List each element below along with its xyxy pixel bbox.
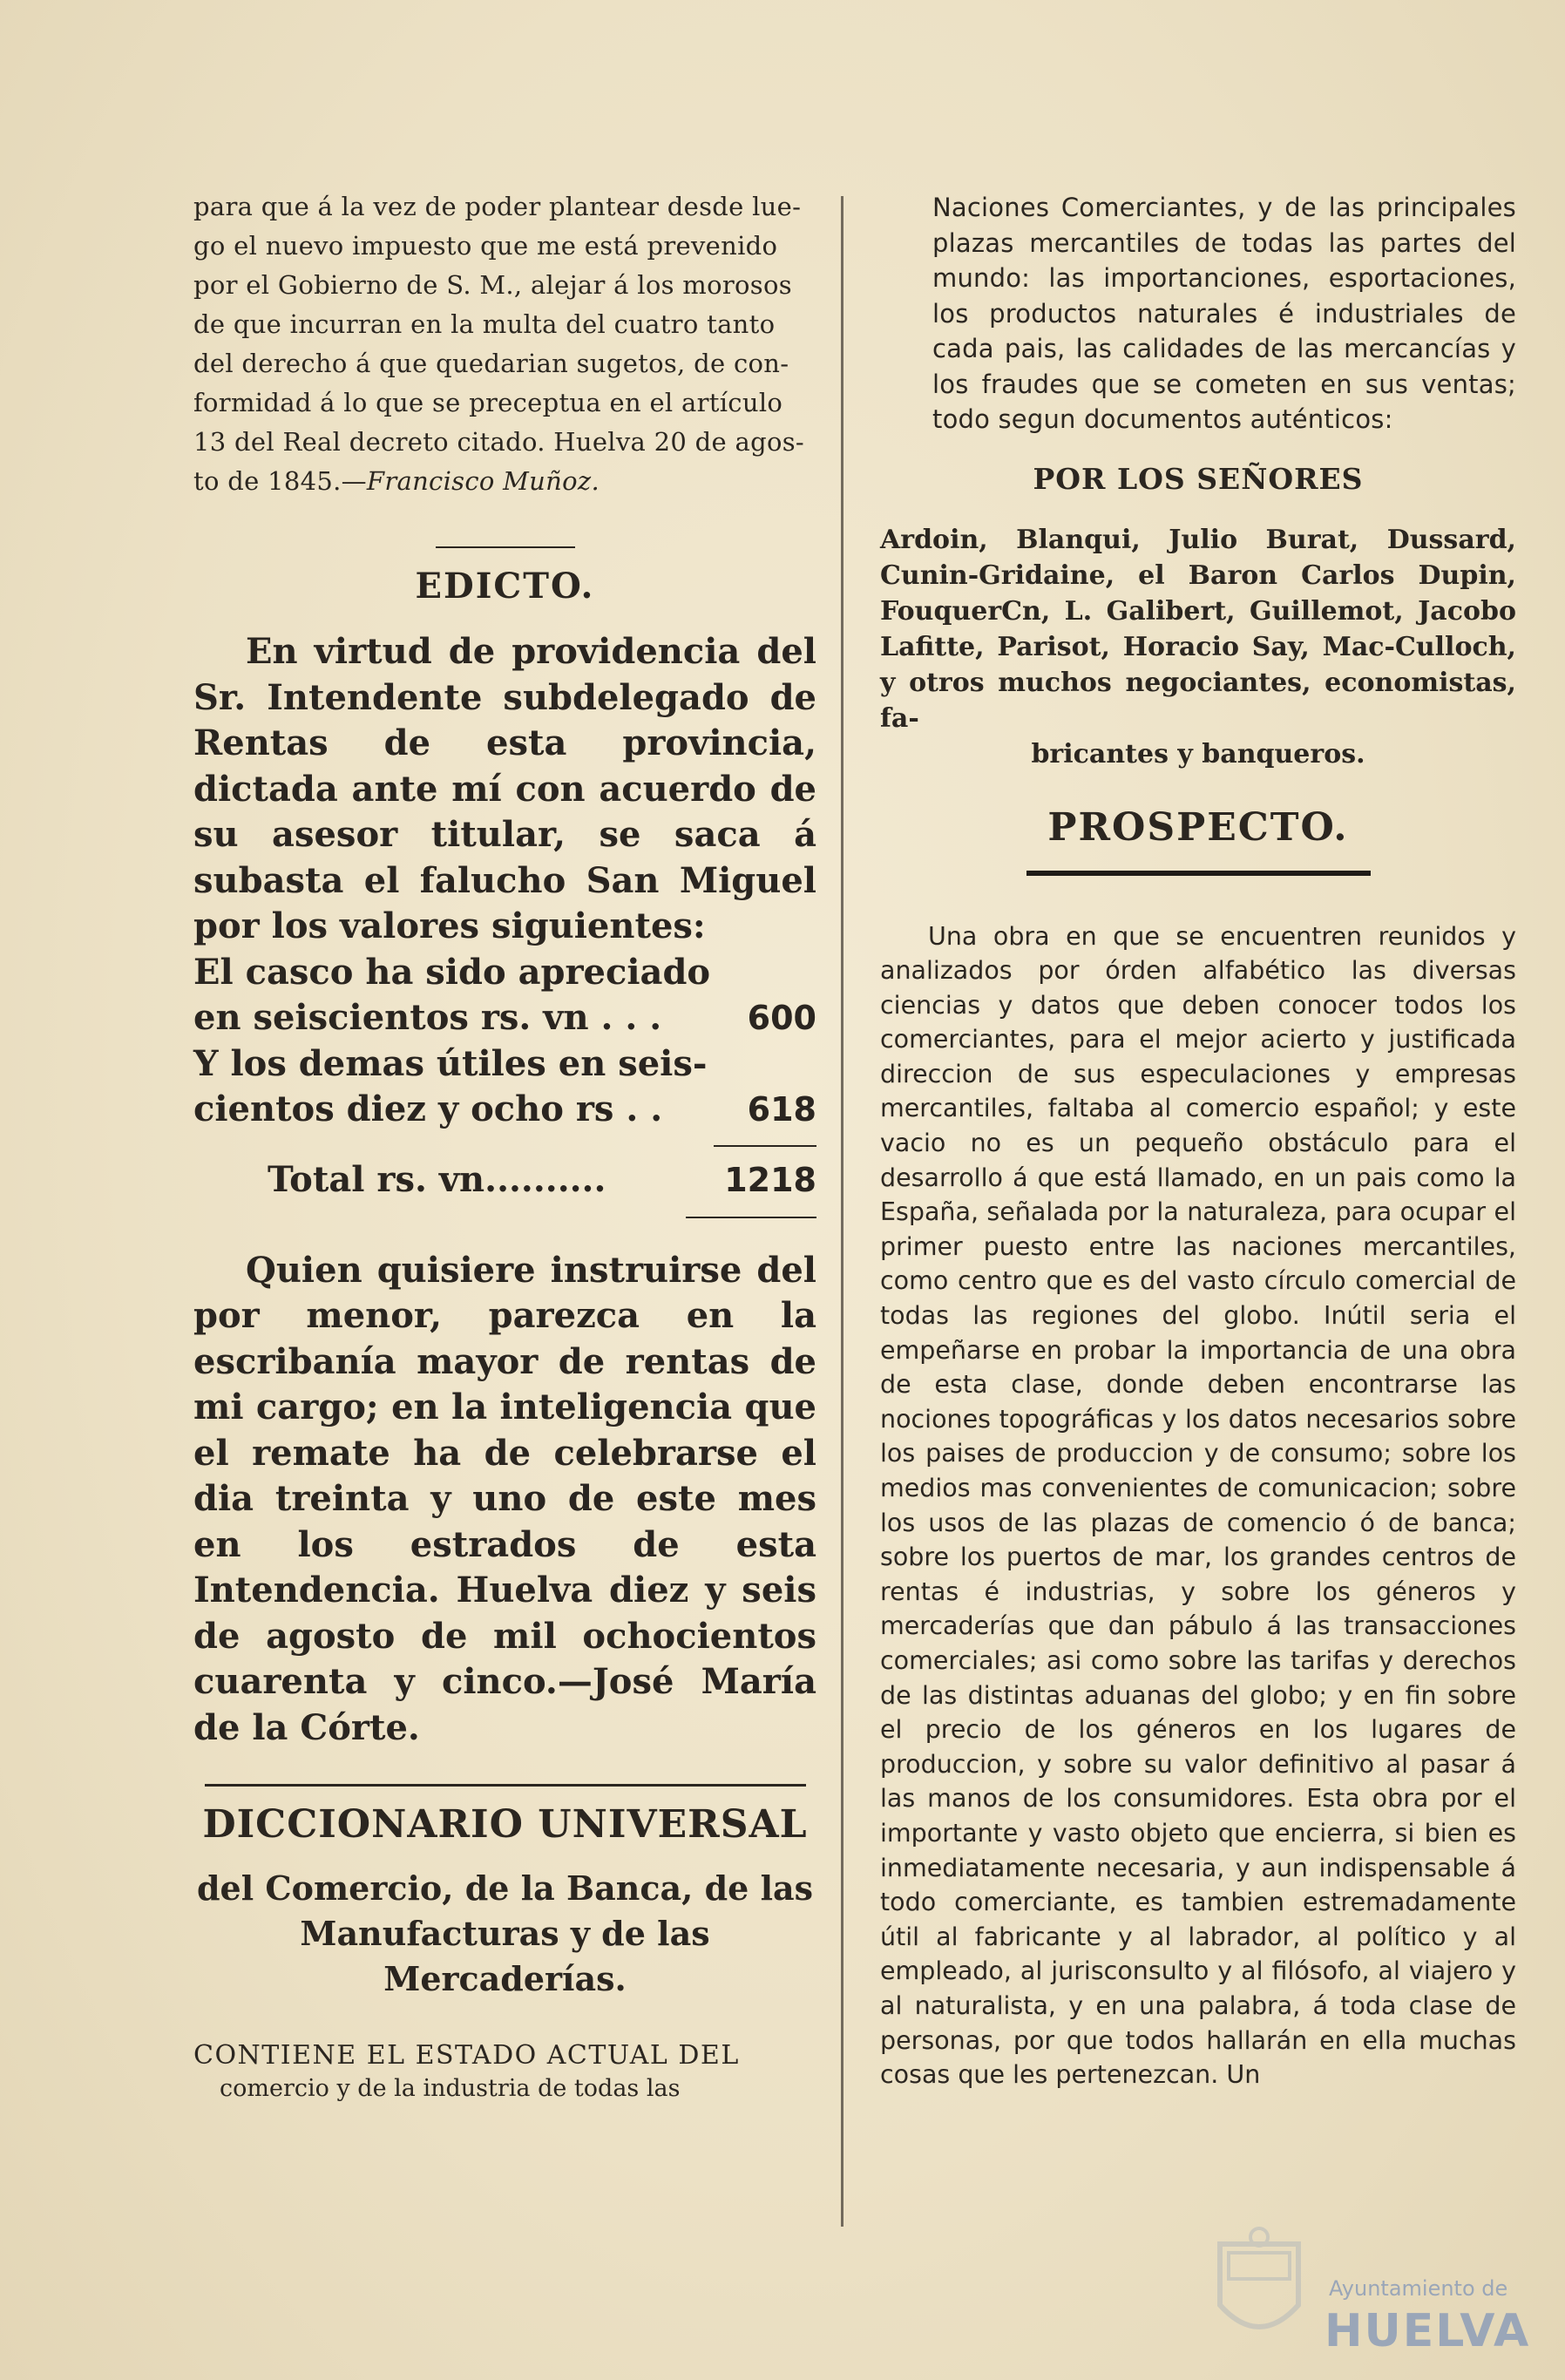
authors-list	[880, 522, 1516, 772]
notice-last-line	[193, 462, 816, 501]
valuation-amount: 618	[747, 1090, 816, 1129]
contiene-line: CONTIENE EL ESTADO ACTUAL DEL	[193, 2040, 740, 2071]
edicto-title: EDICTO.	[415, 566, 595, 607]
valuation-line: Y los demas útiles en seis-	[193, 1042, 708, 1084]
notice-line: formidad á lo que se preceptua en el artículo	[193, 388, 783, 417]
notice-date: to de 1845.—	[193, 466, 367, 496]
total-rule	[686, 1217, 816, 1218]
diccionario-title: DICCIONARIO UNIVERSAL	[202, 1802, 808, 1847]
prospecto-text: Una obra en que se encuentren reunidos y analizados por órden alfabético las diversas ciencias y datos que deben conocer todos los comerciantes, para el mejor acierto y justificada direccion de sus especulaciones y empresas mercantiles, faltaba al comercio español; y este vacio no es un pequeño obstáculo para el desarrollo á que está llamado, en un pais como la España, señalada por la naturaleza, para ocupar el primer puesto entre las naciones mercantiles, como centro que es del vasto círculo comercial de todas las regiones del globo. Inútil seria el empeñarse en probar la importancia de una obra de esta clase, donde deben encontrarse las nociones topográficas y los datos necesarios sobre los paises de produccion y de consumo; sobre los medios mas convenientes de comunicacion; sobre los usos de las plazas de comencio ó de banca; sobre los puertos de mar, los grandes centros de rentas é industrias, y sobre los géneros y mercaderías que dan pábulo á las transacciones comerciales; asi como sobre las tarifas y derechos de las distintas aduanas del globo; y en fin sobre el precio de los géneros en los lugares de produccion, y sobre su valor definitivo al pasar á las manos de los consumidores. Esta obra por el importante y vasto objeto que encierra, si bien es inmediatamente necesaria, y aun indispensable á todo comerciante, es tambien estremadamente útil al fabricante y al labrador, al político y al empleado, al jurisconsulto y al filósofo, al viajero y al naturalista, y en una palabra, á toda clase de personas, por que todos hallarán en ella muchas cosas que les pertenezcan. Un	[880, 921, 1516, 2090]
section-rule	[205, 1784, 806, 1787]
por-los-senores: POR LOS SEÑORES	[1033, 461, 1364, 496]
prospecto-body	[880, 919, 1516, 2092]
notice-line: de que incurran en la multa del cuatro tanto	[193, 309, 776, 339]
total-label: Total rs. vn..........	[268, 1158, 606, 1200]
notice-signature: Francisco Muñoz.	[366, 466, 600, 496]
prospecto-title: PROSPECTO.	[1047, 804, 1349, 850]
section-rule	[436, 546, 575, 548]
notice-line: del derecho á que quedarian sugetos, de con-	[193, 349, 789, 378]
notice-fragment	[193, 187, 816, 501]
watermark-line2: HUELVA	[1324, 2305, 1531, 2357]
right-column	[880, 190, 1516, 2092]
prospecto-rule	[1026, 871, 1371, 876]
sum-rule	[714, 1145, 816, 1147]
valuation-amount: 600	[747, 999, 816, 1037]
column-divider	[841, 196, 843, 2227]
contiene-line: comercio y de la industria de todas las	[220, 2075, 681, 2102]
edicto-closing: Quien quisiere instruirse del por menor, parezca en la escribanía mayor de rentas de mi cargo; en la inteligencia que el remate ha de celebrarse el dia treinta y uno de este mes en los estrados de esta Intendencia. Huelva diez y seis de agosto de mil ochocientos cuarenta y cinco.—José María de la Córte.	[193, 1249, 816, 1748]
notice-line: go el nuevo impuesto que me está prevenido	[193, 231, 778, 261]
watermark-line1: Ayuntamiento de	[1329, 2276, 1508, 2301]
valuation-line: en seiscientos rs. vn . . . 600	[193, 995, 816, 1041]
total-line	[193, 1157, 816, 1203]
total-amount: 1218	[724, 1160, 816, 1199]
authors-last: bricantes y banqueros.	[1031, 738, 1365, 770]
notice-line: 13 del Real decreto citado. Huelva 20 de agos-	[193, 427, 805, 457]
notice-line: para que á la vez de poder plantear desde lue-	[193, 192, 802, 221]
valuation-line: El casco ha sido apreciado	[193, 951, 711, 993]
edicto-text: En virtud de providencia del Sr. Intendente subdelegado de Rentas de esta provincia, dictada ante mí con acuerdo de su asesor titular, se saca á subasta el falucho San Miguel por los valores siguientes:	[193, 631, 816, 946]
left-column	[193, 187, 816, 2105]
prospectus-intro: Naciones Comerciantes, y de las principales plazas mercantiles de todas las partes del mundo: las importanciones, esportaciones, los productos naturales é industriales de cada pais, las calidades de las mercancías y los fraudes que se cometen en sus ventas; todo segun documentos auténticos:	[932, 193, 1516, 434]
diccionario-subtitle: del Comercio, de la Banca, de las Manufacturas y de las Mercaderías.	[196, 1868, 814, 1998]
edicto-body	[193, 629, 816, 1751]
notice-line: por el Gobierno de S. M., alejar á los morosos	[193, 270, 792, 300]
authors-text: Ardoin, Blanqui, Julio Burat, Dussard, Cunin-Gridaine, el Baron Carlos Dupin, FouquerCn, L. Galibert, Guillemot, Jacobo Lafitte, Parisot, Horacio Say, Mac-Culloch, y otros muchos negociantes, economistas, fa-	[880, 524, 1516, 734]
valuation-line: cientos diez y ocho rs . . 618	[193, 1087, 816, 1133]
